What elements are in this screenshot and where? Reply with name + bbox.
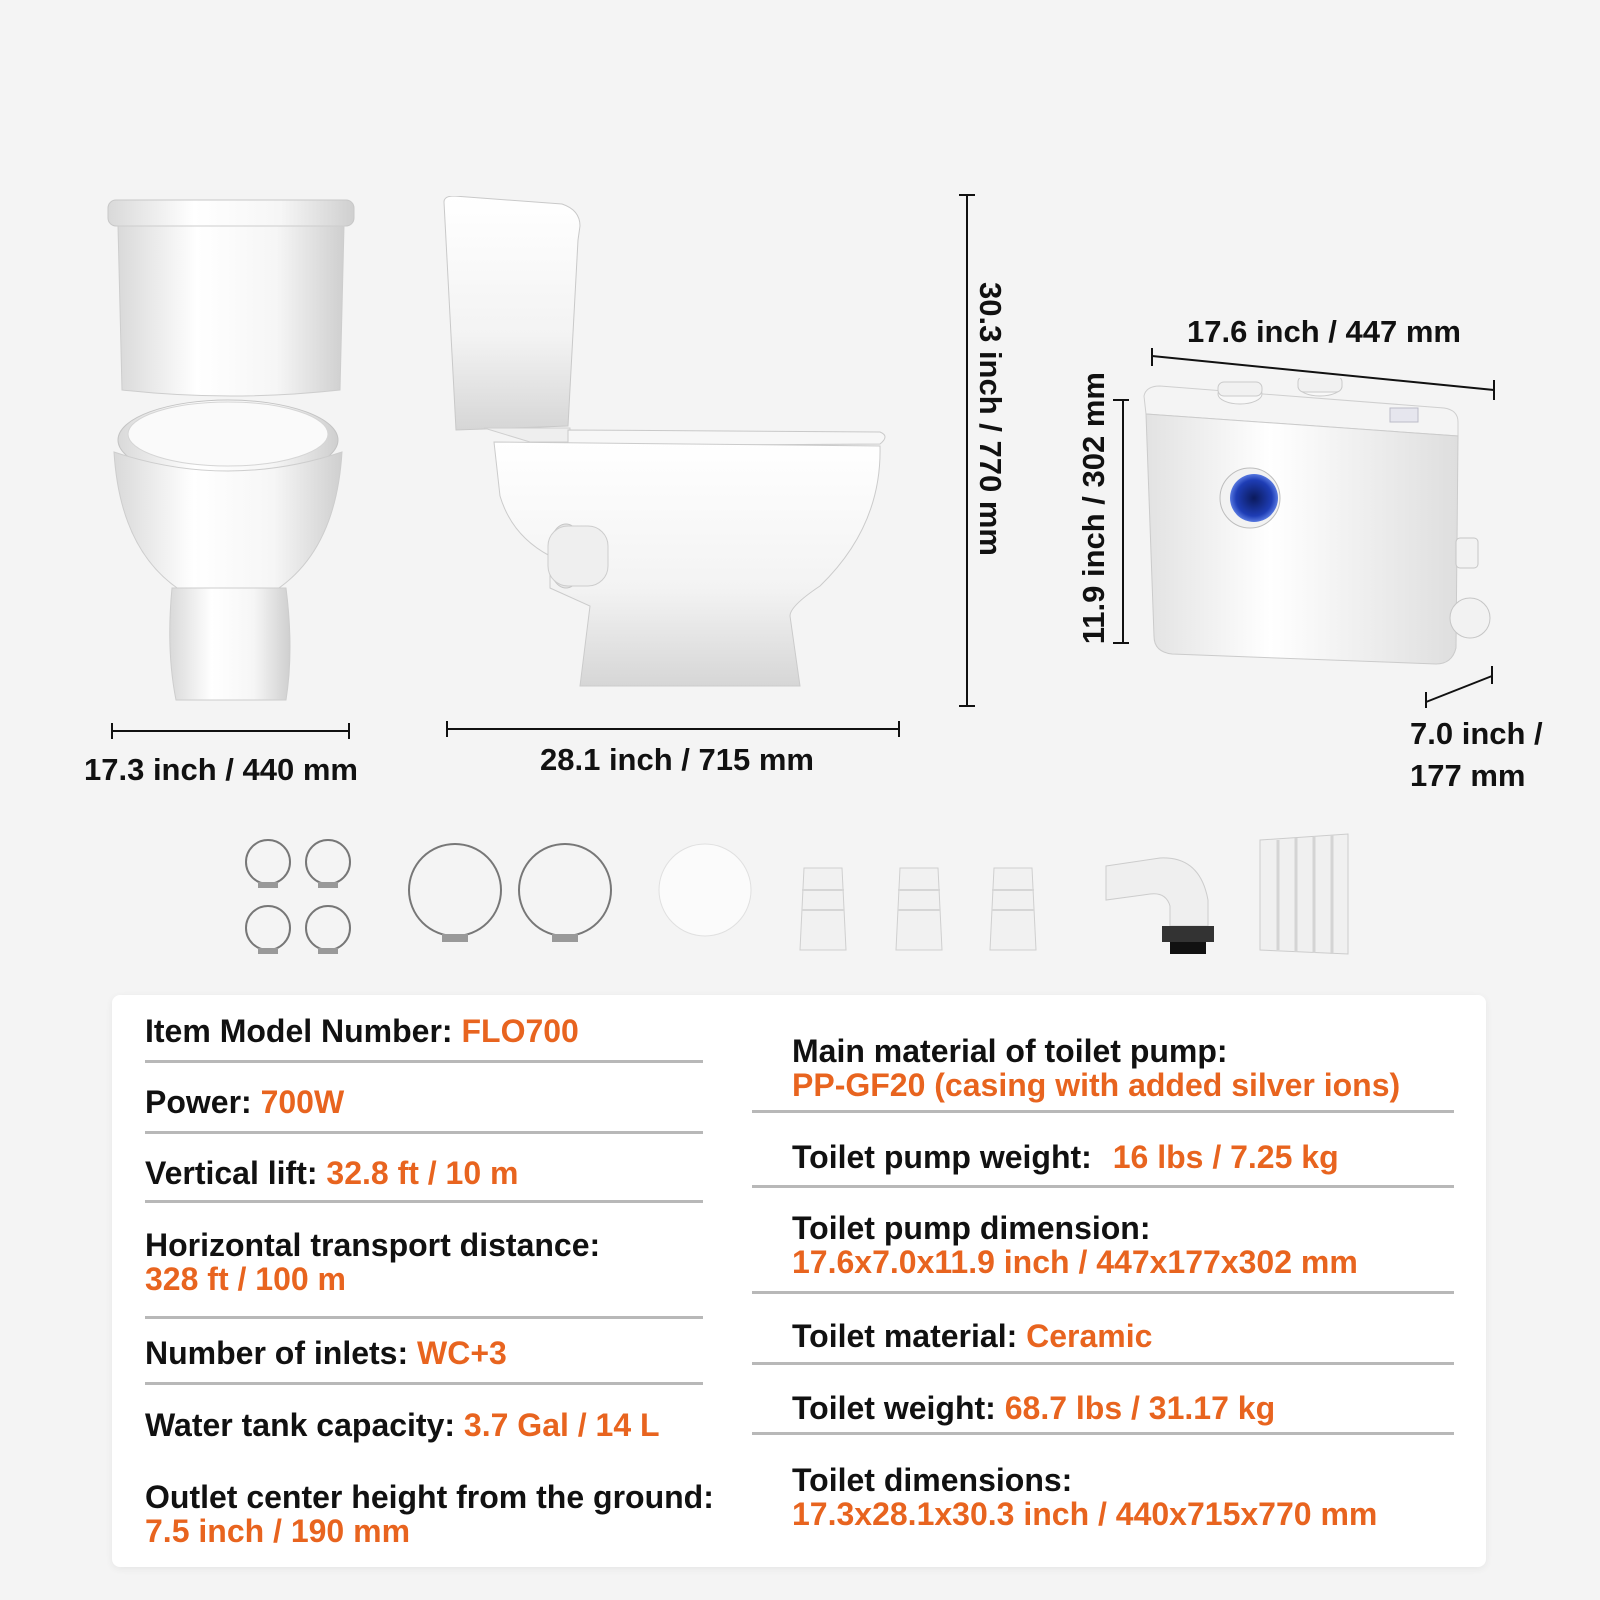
- divider: [752, 1185, 1454, 1188]
- divider: [752, 1291, 1454, 1294]
- spec-label: Toilet weight:: [792, 1390, 996, 1426]
- spec-value: 17.3x28.1x30.3 inch / 440x715x770 mm: [792, 1496, 1378, 1532]
- spec-label: Toilet material:: [792, 1318, 1018, 1354]
- dimension-line-cap: [1113, 642, 1129, 644]
- spec-label: Horizontal transport distance:: [145, 1227, 601, 1263]
- divider: [752, 1432, 1454, 1435]
- spec-value: 3.7 Gal / 14 L: [463, 1407, 660, 1443]
- pump-depth-label-line1: 7.0 inch /: [1410, 716, 1543, 751]
- divider: [145, 1060, 703, 1063]
- spec-model: [145, 1014, 579, 1048]
- spec-horizontal-distance: [145, 1228, 600, 1296]
- spec-label: Vertical lift:: [145, 1155, 318, 1191]
- spec-value: WC+3: [417, 1335, 507, 1371]
- spec-inlets: [145, 1336, 507, 1370]
- divider: [752, 1110, 1454, 1113]
- spec-pump-dimension: [792, 1211, 1358, 1279]
- dimension-line-cap: [111, 723, 113, 739]
- pump-width-label: 17.6 inch / 447 mm: [1187, 314, 1461, 349]
- spec-label: Outlet center height from the ground:: [145, 1479, 714, 1515]
- spec-outlet-height: [145, 1480, 714, 1548]
- spec-toilet-dimensions: [792, 1463, 1377, 1531]
- spec-power: [145, 1085, 344, 1119]
- pump-depth-label-line2: 177 mm: [1410, 758, 1526, 793]
- toilet-width-label: 17.3 inch / 440 mm: [84, 752, 358, 787]
- spec-label: Toilet pump dimension:: [792, 1210, 1151, 1246]
- accessories-image: [230, 830, 1370, 960]
- spec-value: 328 ft / 100 m: [145, 1261, 346, 1297]
- spec-value: 7.5 inch / 190 mm: [145, 1513, 411, 1549]
- spec-value: PP-GF20 (casing with added silver ions): [792, 1067, 1401, 1103]
- dimension-line-cap: [959, 194, 975, 196]
- spec-value: 68.7 lbs / 31.17 kg: [1004, 1390, 1276, 1426]
- dimension-line-cap: [959, 705, 975, 707]
- spec-value: FLO700: [461, 1013, 579, 1049]
- toilet-front-image: [100, 190, 360, 710]
- spec-label: Main material of toilet pump:: [792, 1033, 1228, 1069]
- dimension-line-cap: [348, 723, 350, 739]
- spec-label: Number of inlets:: [145, 1335, 409, 1371]
- dimension-line-cap: [1113, 399, 1129, 401]
- spec-value: 16 lbs / 7.25 kg: [1112, 1139, 1339, 1175]
- toilet-depth-label: 28.1 inch / 715 mm: [540, 742, 814, 777]
- spec-pump-weight: [792, 1140, 1339, 1174]
- dimension-line: [447, 728, 899, 730]
- toilet-side-image: [440, 196, 900, 706]
- divider: [752, 1362, 1454, 1365]
- dimension-line-cap: [446, 721, 448, 737]
- spec-tank-capacity: [145, 1408, 660, 1442]
- spec-label: Item Model Number:: [145, 1013, 453, 1049]
- spec-label: Power:: [145, 1084, 252, 1120]
- dimension-line: [112, 730, 350, 732]
- spec-vertical-lift: [145, 1156, 518, 1190]
- dimension-line: [1122, 400, 1124, 644]
- divider: [145, 1316, 703, 1319]
- spec-value: 17.6x7.0x11.9 inch / 447x177x302 mm: [792, 1244, 1358, 1280]
- spec-value: 32.8 ft / 10 m: [326, 1155, 519, 1191]
- divider: [145, 1382, 703, 1385]
- dimension-line: [966, 195, 968, 707]
- spec-value: 700W: [260, 1084, 345, 1120]
- spec-label: Water tank capacity:: [145, 1407, 456, 1443]
- macerator-pump-image: [1140, 378, 1500, 678]
- divider: [145, 1131, 703, 1134]
- divider: [145, 1200, 703, 1203]
- spec-toilet-weight: [792, 1391, 1275, 1425]
- dimension-line-cap: [898, 721, 900, 737]
- pump-depth-dimension-line: [1422, 664, 1498, 710]
- spec-toilet-material: [792, 1319, 1152, 1353]
- spec-value: Ceramic: [1026, 1318, 1153, 1354]
- pump-width-dimension-line: [1146, 348, 1498, 404]
- spec-label: Toilet dimensions:: [792, 1462, 1073, 1498]
- pump-height-label: 11.9 inch / 302 mm: [1076, 372, 1111, 645]
- toilet-height-label: 30.3 inch / 770 mm: [973, 282, 1008, 556]
- spec-pump-material: [792, 1034, 1400, 1102]
- spec-label: Toilet pump weight:: [792, 1139, 1092, 1175]
